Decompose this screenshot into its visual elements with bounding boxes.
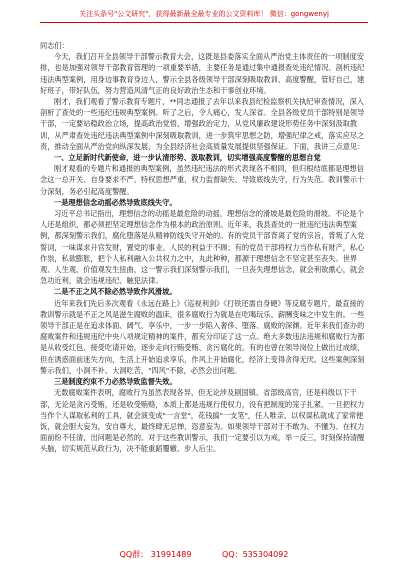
body-paragraph: 习近平总书记指出，理想信念的动摇是最危险的动摇，理想信念的滑坡是最危险的滑坡。不论是个人还是组织，都必须把坚定理想信念作为根本的政治原则。近年来，我县查处的一批违纪违法典型案例，都深刻警示我们，腐化堕落是从精神防线失守开始的。有的党员干部背离了党的宗旨，背叛了入党誓词，一味谋求升官发财，置党的事业、人民的利益于不顾；有的党员干部将权力当作私有财产，私心作祟，私欲膨胀，把个人私利融入公共权力之中，丸此种种，都源于理想信念不坚定甚至丧失。世界观、人生观、价值观发生扭曲，这一警示我们深刻警示我们，一旦丧失理想信念，就会利欲熏心，就会急功近利，就会违规违纪、触犯法律。 bbox=[40, 209, 365, 286]
section-heading: 三是制度约束不力必然导致监督失效。 bbox=[54, 377, 177, 387]
contact-footer bbox=[0, 548, 408, 562]
qq-number-text: QQ：535304092 bbox=[222, 550, 289, 559]
section-heading: 一、立足新时代新使命，进一步认清形势、汲取教训，切实增强高度警醒的思想自觉 bbox=[54, 153, 321, 163]
body-paragraph: 无数腐败案件表明，腐败行为虽然表现各异，但无论涉及剧国镇、省部级高官，还是科级以下干部，无论是贪污受贿，还是收受贿赂，本质上都是违规行使权力，没有把制度的笼子扎紧。一旦把权力当作个人谋取私利的工具，就会演变成"一言堂"，花钱搞"一支笔"，任人唯亲，以权谋私就成了家常便饭，就会胆大妄为，安自尊大，最终肆无忌惮，恣意妄为。如果领导干部对于不敢为、不懂为、在权力面前纷不任清，出问题是必然的。对于这些教训警示，我们一定要引以为戒，举一反三，时刻保持清醒头脑，切实规范从政行为，决不能重蹈覆辙、步人后尘。 bbox=[40, 388, 365, 454]
section-heading: 二是不正之风不除必然导致作风滑坡。 bbox=[54, 287, 177, 297]
salutation: 同志们： bbox=[40, 41, 69, 50]
promo-banner: 关注头条号"公文研究"，获得最新最全最专业的公文资料库！ 微信：gongwenyj bbox=[79, 10, 329, 18]
body-paragraph: 今天，我们召开全县领导干部警示教育大会，这既是县委落实全面从严治党主体责任的一项制度安排，也是加强对领导干部教育管理的一项重要举措，主要任务是通过集中通报查处违纪情况、剖析违纪违法典型案例，用身边事教育身边人，警示全县各级领导干部深刻吸取教训、高度警醒，管好自己，建好班子，带好队伍，努力营造风清气正的良好政治生态和干事创业环境。 bbox=[40, 52, 365, 95]
document-body bbox=[40, 40, 368, 455]
qq-group-text: QQ群： 31991489 bbox=[119, 550, 192, 559]
body-paragraph: 近年来我们先后多次观看《永远在路上》《巡视利剑》《打铁还需自身硬》等反腐专题片，最直接的教训警示就是不正之风是滋生腐败的温床，很多腐败行为就是在吃喝玩乐、薪酬变味之中发生的。一些领导干部正是在追求体面、阔气、享乐中，一步一步陷入奢侈、堕落、腐败的深渊。近年来我们查办的腐败案件和违规违纪中央八项规定精神的案件，都充分印证了这一点。绝大多数违法违规和腐败行为都是从收受红包、接受吃请开始，逐步走向行贿受贿、贪污腐化的。有的也曾在领导岗位上做出过成绩，但在诱惑面前迷失方向，生活上开始追求享乐，作风上开始腐化，经济上变得贪得无厌。这些案例深刻警示我们，小洞不补、大洞吃苦，"四风"不除，必然会出问题。 bbox=[40, 298, 365, 375]
body-paragraph: 刚才观看的专题片和通报的典型案例，虽然违纪违法的形式表现各不相同，但归根结底都是理想信念这一总开关、自身要求不严、特权思想严重，权力监督缺失、导致底线失守，行为失范。教训警示十分深刻，务必引起高度警醒。 bbox=[40, 164, 365, 196]
section-heading: 一是理想信念动摇必然导致底线失守。 bbox=[54, 197, 177, 207]
body-paragraph: 刚才，我们观看了警示教育专题片，**同志通报了去年以来我县纪检监察机关执纪审查情况，深入剖析了查处的一些违纪违规典型案例。听了之后，令人痛心，发人深省。全县各级党员干部特别是领导干部，一定要站稳政治立场，提高政治觉悟，增强政治定力，从党风廉政建设形势任务中深刻汲取教训，从严肃查处违纪违法典型案例中深刻吸取教训，进一步筑牢思想之防，增强纪律之戒，落实应尽之责，推动全面从严治党向纵深发展，为全县经济社会高质量发展提供坚强保证。下面，我讲三点意见： bbox=[40, 97, 365, 151]
banner-divider bbox=[40, 22, 368, 23]
